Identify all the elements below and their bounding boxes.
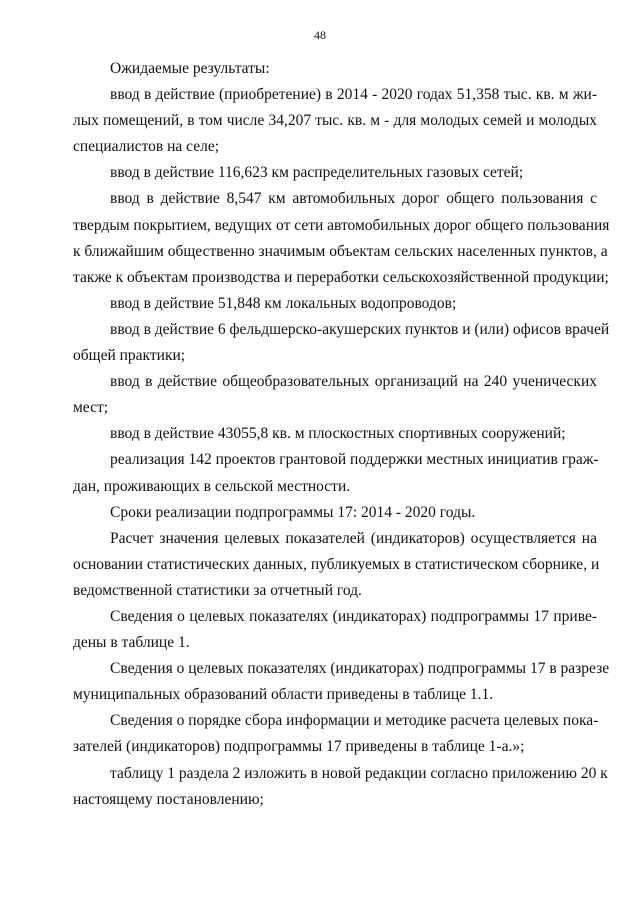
text-line: основании статистических данных, публикуемых в статистическом сборнике, и [73,555,600,573]
paragraph [73,526,600,604]
text-line: ввод в действие 8,547 км автомобильных дорог общего пользования с [110,190,597,208]
paragraph [73,761,608,813]
text-line: ввод в действие (приобретение) в 2014 - 2020 годах 51,358 тыс. кв. м жи- [110,86,597,104]
paragraph [73,82,597,160]
text-line: ведомственной статистики за отчетный год. [73,581,362,599]
paragraph [73,56,597,82]
text-line: ввод в действие 51,848 км локальных водопроводов; [110,294,457,312]
text-line: мест; [73,399,109,417]
text-line: ввод в действие 116,623 км распределительных газовых сетей; [110,164,524,182]
paragraph [73,186,610,290]
text-line: Сроки реализации подпрограммы 17: 2014 - 2020 годы. [110,503,476,521]
paragraph [73,369,597,421]
text-line: таблицу 1 раздела 2 изложить в новой редакции согласно приложению 20 к [110,764,608,782]
paragraph [73,500,597,526]
paragraph [73,604,597,656]
paragraph [73,291,597,317]
paragraph [73,160,597,186]
text-line: зателей (индикаторов) подпрограммы 17 приведены в таблице 1-а.»; [73,738,525,756]
paragraph [73,317,610,369]
text-line: также к объектам производства и переработки сельскохозяйственной продукции; [73,268,609,286]
text-line: специалистов на селе; [73,138,220,156]
text-line: муниципальных образований области приведены в таблице 1.1. [73,686,494,704]
text-line: Сведения о целевых показателях (индикаторах) подпрограммы 17 приве- [110,607,597,625]
text-line: твердым покрытием, ведущих от сети автомобильных дорог общего пользования [73,216,610,234]
text-line: к ближайшим общественно значимым объектам сельских населенных пунктов, а [73,242,608,260]
text-line: Расчет значения целевых показателей (индикаторов) осуществляется на [110,529,597,547]
paragraph [73,447,597,499]
text-line: Сведения о порядке сбора информации и методике расчета целевых пока- [110,712,599,730]
text-line: дены в таблице 1. [73,634,190,652]
text-line: ввод в действие 6 фельдшерско-акушерских пунктов и (или) офисов врачей [110,320,610,338]
text-line: реализация 142 проектов грантовой поддержки местных инициатив граж- [110,451,599,469]
text-line: ввод в действие 43055,8 кв. м плоскостных спортивных сооружений; [110,425,566,443]
text-line: общей практики; [73,347,186,365]
text-line: Сведения о целевых показателях (индикаторах) подпрограммы 17 в разрезе [110,660,610,678]
text-line: дан, проживающих в сельской местности. [73,477,351,495]
paragraph [73,421,597,447]
text-line: Ожидаемые результаты: [110,60,270,77]
text-line: лых помещений, в том числе 34,207 тыс. кв. м - для молодых семей и молодых [73,112,597,130]
text-line: настоящему постановлению; [73,790,264,808]
text-line: ввод в действие общеобразовательных организаций на 240 ученических [110,373,597,391]
paragraph [73,708,597,760]
page-number: 48 [314,28,326,42]
paragraph [73,656,610,708]
document-body [73,56,610,813]
